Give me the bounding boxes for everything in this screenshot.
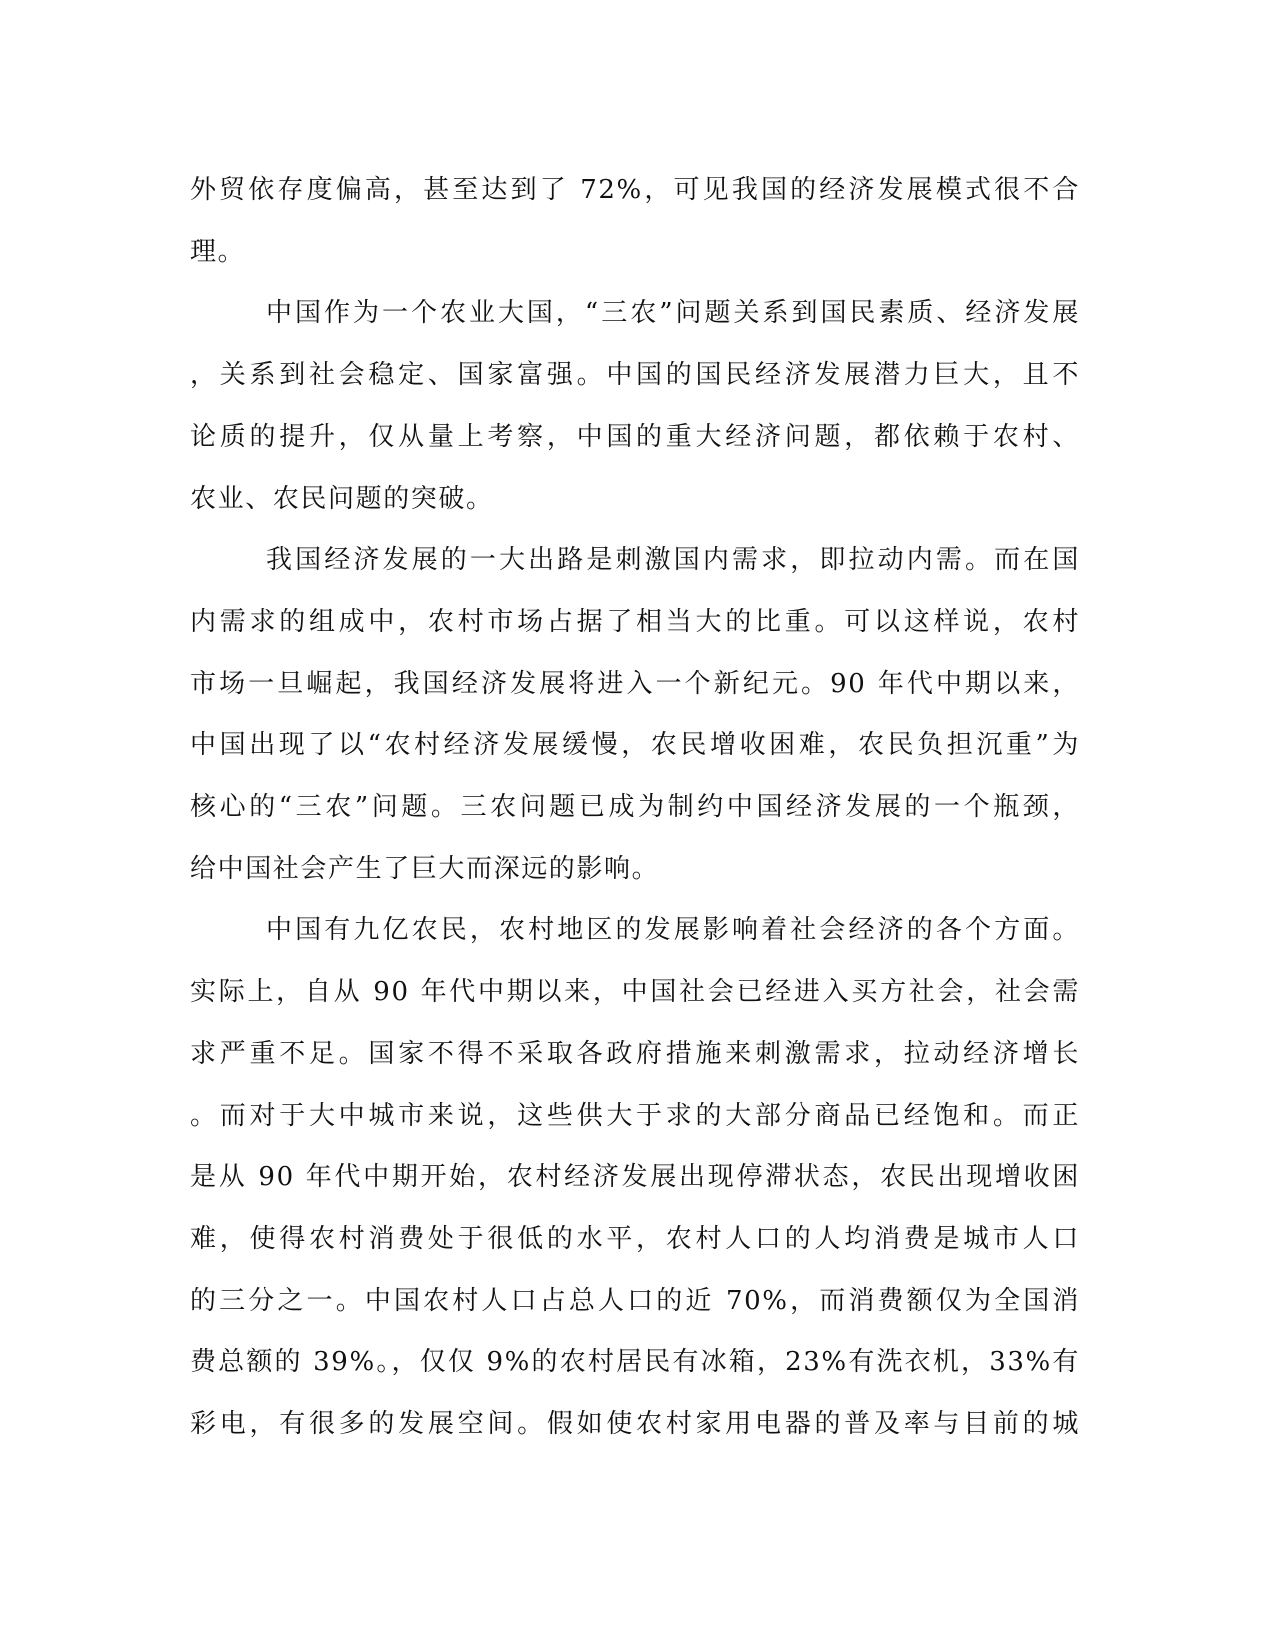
text-line: 论质的提升，仅从量上考察，中国的重大经济问题，都依赖于农村、	[190, 421, 1080, 452]
text-line: 核心的“三农”问题。三农问题已成为制约中国经济发展的一个瓶颈，	[190, 792, 1080, 823]
text-line: 理。	[190, 236, 246, 267]
text-line: 实际上，自从 90 年代中期以来，中国社会已经进入买方社会，社会需	[190, 977, 1080, 1008]
text-line: 中国作为一个农业大国，“三农”问题关系到国民素质、经济发展	[266, 298, 1080, 329]
body-text	[190, 160, 1080, 1456]
text-line: 难，使得农村消费处于很低的水平，农村人口的人均消费是城市人口	[190, 1223, 1080, 1254]
text-line: 市场一旦崛起，我国经济发展将进入一个新纪元。90 年代中期以来，	[190, 668, 1080, 699]
text-line: 彩电，有很多的发展空间。假如使农村家用电器的普及率与目前的城	[190, 1409, 1080, 1440]
text-line: 是从 90 年代中期开始，农村经济发展出现停滞状态，农民出现增收困	[190, 1162, 1080, 1193]
text-line: 求严重不足。国家不得不采取各政府措施来刺激需求，拉动经济增长	[190, 1038, 1080, 1069]
text-line: 给中国社会产生了巨大而深远的影响。	[190, 853, 660, 884]
text-line: 中国有九亿农民，农村地区的发展影响着社会经济的各个方面。	[266, 915, 1080, 946]
text-line: 费总额的 39%。，仅仅 9%的农村居民有冰箱，23%有洗衣机，33%有	[190, 1347, 1080, 1378]
text-line: 。而对于大中城市来说，这些供大于求的大部分商品已经饱和。而正	[190, 1100, 1080, 1131]
text-line: 我国经济发展的一大出路是刺激国内需求，即拉动内需。而在国	[266, 545, 1080, 576]
text-line: 外贸依存度偏高，甚至达到了 72%，可见我国的经济发展模式很不合	[190, 175, 1080, 205]
text-line: 的三分之一。中国农村人口占总人口的近 70%，而消费额仅为全国消	[190, 1285, 1080, 1316]
text-line: 内需求的组成中，农村市场占据了相当大的比重。可以这样说，农村	[190, 606, 1080, 637]
text-line: 中国出现了以“农村经济发展缓慢，农民增收困难，农民负担沉重”为	[190, 730, 1080, 761]
text-line: 农业、农民问题的突破。	[190, 483, 494, 514]
text-line: ，关系到社会稳定、国家富强。中国的国民经济发展潜力巨大，且不	[190, 360, 1080, 391]
